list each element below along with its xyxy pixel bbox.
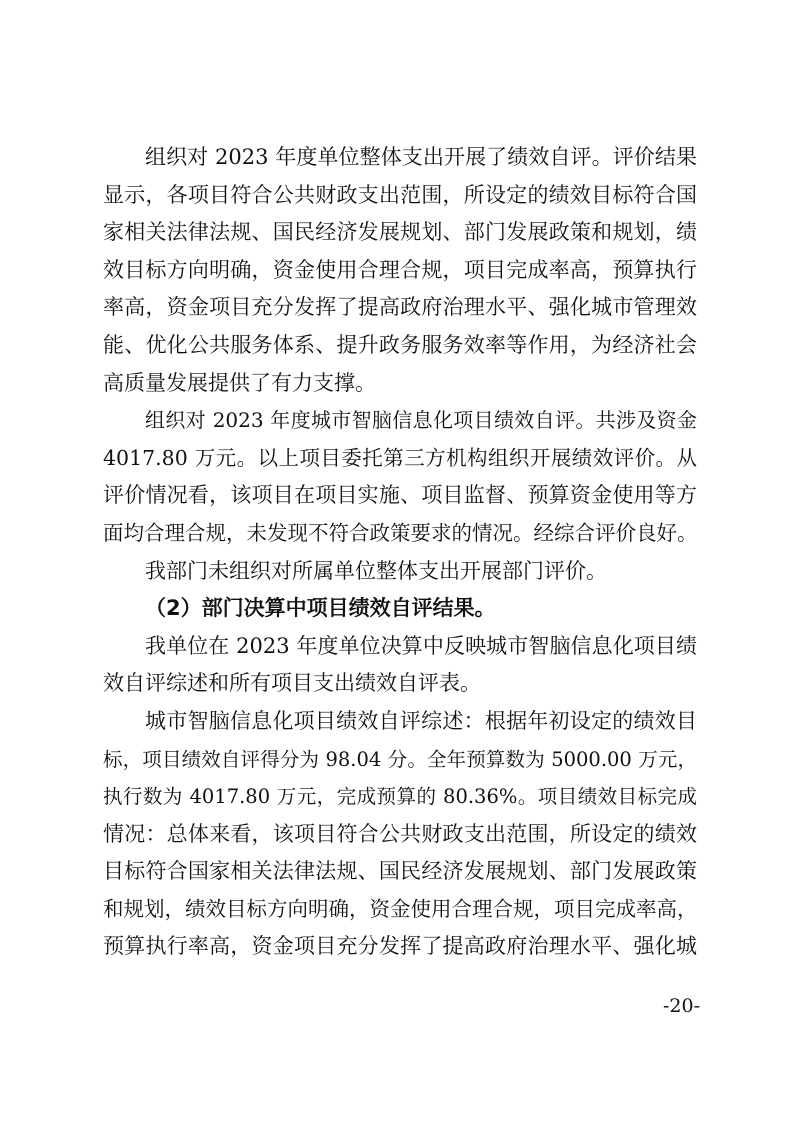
paragraph-5-line-7: 预算执行率高，资金项目充分发挥了提高政府治理水平、强化城 (103, 934, 697, 959)
section-heading: （2）部门决算中项目绩效自评结果。 (145, 596, 496, 621)
paragraph-1-line-5: 率高，资金项目充分发挥了提高政府治理水平、强化城市管理效 (103, 295, 697, 320)
body-text (103, 139, 697, 966)
paragraph-5-line-1: 城市智脑信息化项目绩效自评综述：根据年初设定的绩效目 (145, 708, 697, 733)
paragraph-5-line-3: 执行数为 4017.80 万元，完成预算的 80.36%。项目绩效目标完成 (103, 785, 697, 809)
paragraph-5-line-5: 目标符合国家相关法律法规、国民经济发展规划、部门发展政策 (103, 859, 697, 884)
paragraph-4-line-1: 我单位在 2023 年度单位决算中反映城市智脑信息化项目绩 (145, 633, 697, 658)
paragraph-1-line-2: 显示，各项目符合公共财政支出范围，所设定的绩效目标符合国 (103, 182, 697, 207)
paragraph-5-line-2: 标，项目绩效自评得分为 98.04 分。全年预算数为 5000.00 万元， (103, 747, 697, 771)
paragraph-2-line-2: 4017.80 万元。以上项目委托第三方机构组织开展绩效评价。从 (103, 445, 697, 470)
paragraph-5-line-4: 情况：总体来看，该项目符合公共财政支出范围，所设定的绩效 (103, 821, 697, 846)
page-number: -20- (662, 995, 700, 1017)
paragraph-4-line-2: 效自评综述和所有项目支出绩效自评表。 (103, 671, 481, 696)
paragraph-1-line-3: 家相关法律法规、国民经济发展规划、部门发展政策和规划，绩 (103, 220, 697, 245)
paragraph-3-line-1: 我部门未组织对所属单位整体支出开展部门评价。 (145, 558, 607, 583)
paragraph-5-line-6: 和规划，绩效目标方向明确，资金使用合理合规，项目完成率高， (103, 896, 698, 921)
paragraph-2-line-1: 组织对 2023 年度城市智脑信息化项目绩效自评。共涉及资金 (145, 408, 697, 433)
paragraph-1-line-7: 高质量发展提供了有力支撑。 (103, 370, 376, 395)
paragraph-1-line-1: 组织对 2023 年度单位整体支出开展了绩效自评。评价结果 (145, 145, 697, 169)
paragraph-2-line-3: 评价情况看，该项目在项目实施、项目监督、预算资金使用等方 (103, 483, 697, 508)
paragraph-1-line-4: 效目标方向明确，资金使用合理合规，项目完成率高，预算执行 (103, 257, 697, 282)
paragraph-2-line-4: 面均合理合规，未发现不符合政策要求的情况。经综合评价良好。 (103, 520, 698, 545)
paragraph-1-line-6: 能、优化公共服务体系、提升政务服务效率等作用，为经济社会 (103, 332, 697, 357)
